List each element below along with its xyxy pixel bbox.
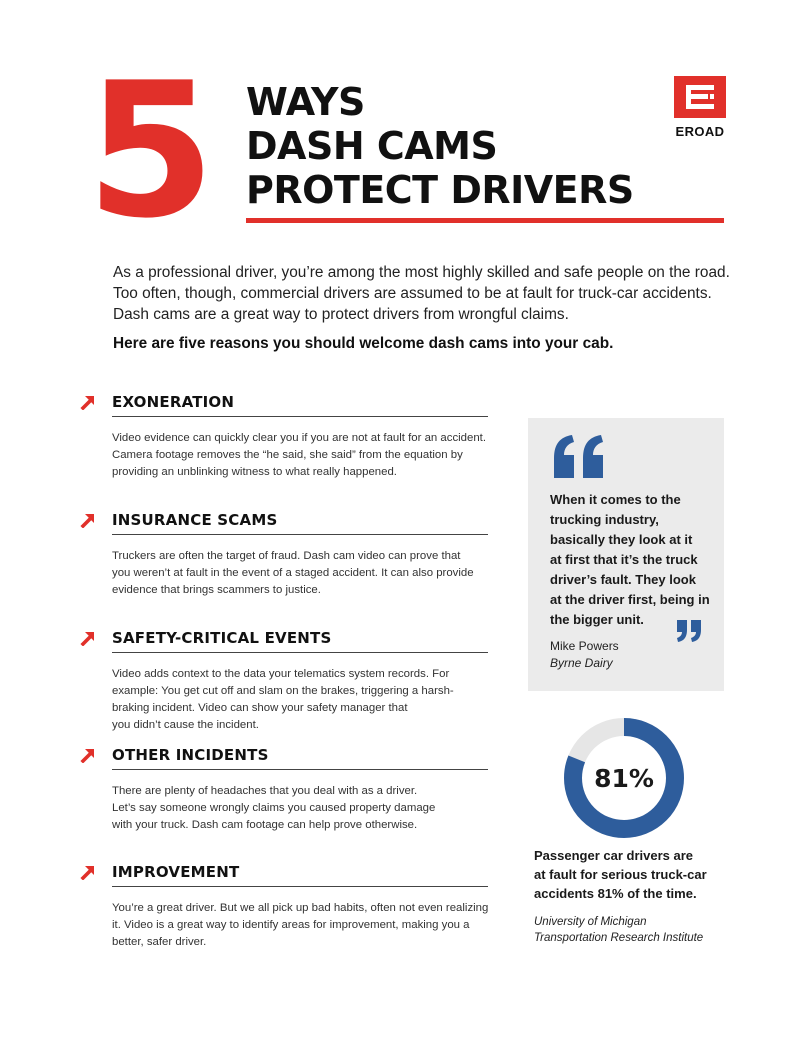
body-line: Video adds context to the data your telematics system records. For	[112, 668, 450, 680]
body-line: with your truck. Dash cam footage can help prove otherwise.	[112, 819, 418, 831]
quote-author: Mike Powers	[550, 639, 619, 653]
section-title: OTHER INCIDENTS	[112, 746, 269, 764]
source-line: University of Michigan	[534, 916, 647, 928]
eroad-logo	[674, 76, 726, 139]
stat-caption	[534, 846, 734, 903]
quote-text	[550, 490, 720, 630]
quote-line: at the driver first, being in	[550, 592, 710, 607]
section-body	[112, 430, 492, 481]
section-body	[112, 900, 492, 951]
title-line-2: DASH CAMS	[246, 124, 498, 168]
quote-box	[528, 418, 724, 691]
quote-organization: Byrne Dairy	[550, 656, 613, 670]
section-divider	[112, 416, 488, 417]
quote-line: trucking industry,	[550, 512, 659, 527]
section-divider	[112, 769, 488, 770]
section-body	[112, 666, 492, 734]
section-other-incidents	[80, 745, 490, 831]
eroad-e-icon	[674, 76, 726, 118]
caption-line: accidents 81% of the time.	[534, 886, 697, 901]
quote-line: When it comes to the	[550, 492, 681, 507]
open-quote-icon	[550, 434, 610, 480]
title-line-3: PROTECT DRIVERS	[246, 168, 634, 212]
section-divider	[112, 652, 488, 653]
body-line: providing an unblinking witness to what really happened.	[112, 466, 397, 478]
stat-source	[534, 914, 734, 946]
close-quote-icon	[676, 619, 704, 643]
quote-line: driver’s fault. They look	[550, 572, 696, 587]
intro-line: Too often, though, commercial drivers are assumed to be at fault for truck-car accidents.	[113, 285, 712, 302]
body-line: better, safer driver.	[112, 936, 207, 948]
section-body	[112, 783, 492, 834]
intro-line: As a professional driver, you’re among the most highly skilled and safe people on the road.	[113, 264, 730, 281]
source-line: Transportation Research Institute	[534, 932, 704, 944]
section-title: INSURANCE SCAMS	[112, 511, 278, 529]
body-line: example: You get cut off and slam on the brakes, triggering a harsh-	[112, 685, 454, 697]
quote-line: basically they look at it	[550, 532, 693, 547]
section-safety-critical-events	[80, 628, 490, 731]
big-number-five: 5	[86, 42, 212, 259]
arrow-up-right-icon	[80, 864, 96, 880]
title-underline	[246, 218, 724, 223]
body-line: it. Video is a great way to identify areas for improvement, making you a	[112, 919, 470, 931]
section-body	[112, 548, 492, 599]
section-title: SAFETY-CRITICAL EVENTS	[112, 629, 332, 647]
logo-text: EROAD	[675, 124, 725, 139]
stat-donut-chart	[561, 715, 687, 841]
section-exoneration	[80, 392, 490, 478]
section-divider	[112, 534, 488, 535]
arrow-up-right-icon	[80, 394, 96, 410]
caption-line: Passenger car drivers are	[534, 848, 693, 863]
arrow-up-right-icon	[80, 630, 96, 646]
quote-line: at first that it’s the truck	[550, 552, 698, 567]
section-title: IMPROVEMENT	[112, 863, 240, 881]
body-line: evidence that brings scammers to justice.	[112, 584, 321, 596]
section-insurance-scams	[80, 510, 490, 596]
arrow-up-right-icon	[80, 747, 96, 763]
quote-line: the bigger unit.	[550, 612, 644, 627]
body-line: Truckers are often the target of fraud. Dash cam video can prove that	[112, 550, 461, 562]
body-line: There are plenty of headaches that you deal with as a driver.	[112, 785, 418, 797]
intro-bold-line: Here are five reasons you should welcome dash cams into your cab.	[113, 335, 614, 352]
intro-paragraph	[113, 262, 733, 325]
section-improvement	[80, 862, 490, 948]
body-line: you didn’t cause the incident.	[112, 719, 259, 731]
section-title: EXONERATION	[112, 393, 235, 411]
body-line: Video evidence can quickly clear you if you are not at fault for an accident.	[112, 432, 487, 444]
arrow-up-right-icon	[80, 512, 96, 528]
body-line: you weren’t at fault in the event of a staged accident. It can also provide	[112, 567, 474, 579]
section-divider	[112, 886, 488, 887]
body-line: braking incident. Video can show your safety manager that	[112, 702, 408, 714]
page-title	[246, 80, 634, 212]
intro-line: Dash cams are a great way to protect drivers from wrongful claims.	[113, 306, 569, 323]
stat-percent-label: 81%	[594, 764, 654, 793]
caption-line: at fault for serious truck-car	[534, 867, 707, 882]
body-line: Camera footage removes the “he said, she said” from the equation by	[112, 449, 463, 461]
body-line: Let’s say someone wrongly claims you caused property damage	[112, 802, 436, 814]
body-line: You’re a great driver. But we all pick up bad habits, often not even realizing	[112, 902, 489, 914]
title-line-1: WAYS	[246, 80, 365, 124]
